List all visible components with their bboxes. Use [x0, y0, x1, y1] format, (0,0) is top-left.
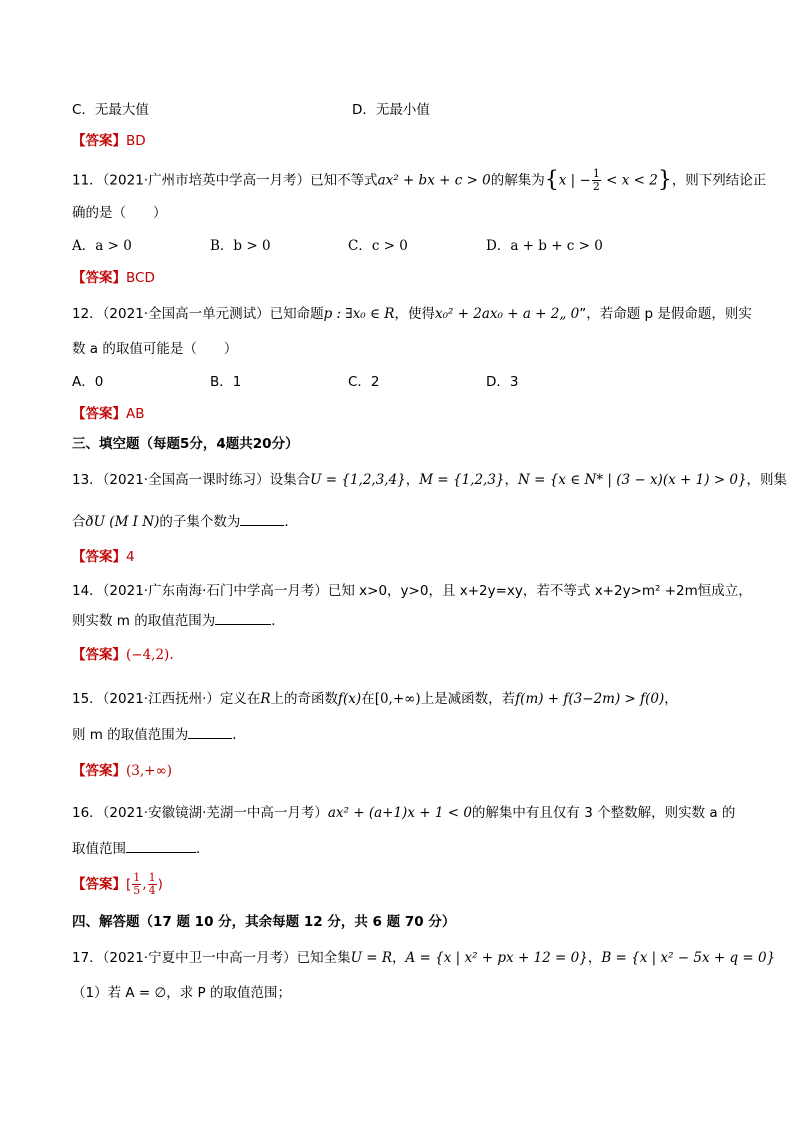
q15-condition: f(m) + f(3−2m) > f(0): [515, 691, 665, 707]
q10-answer: [72, 131, 146, 151]
section-4-heading: 四、解答题（17 题 10 分，其余每题 12 分，共 6 题 70 分）: [72, 914, 456, 930]
left-brace: {: [544, 167, 559, 193]
q13-suffix: ，则集: [746, 472, 788, 488]
q12-expression: x₀² + 2ax₀ + a + 2„ 0: [434, 306, 580, 322]
q13-line2: 合ðU (M I N)的子集个数为 ．: [72, 511, 298, 532]
q11-suffix: ，则下列结论正: [671, 172, 767, 189]
q16-answer-separator: ,: [142, 876, 147, 893]
q13-complement-expr: ðU (M I N): [85, 514, 160, 530]
q16-line2: 取值范围 ．: [72, 838, 210, 859]
q11-prefix: 11．（2021·广州市培英中学高一月考）已知不等式: [72, 172, 378, 189]
q13-answer: [72, 547, 135, 567]
q16-answer-blank[interactable]: [126, 838, 196, 853]
q14-line2-text: 则实数 m 的取值范围为: [72, 613, 216, 629]
q14-line2: 则实数 m 的取值范围为 ．: [72, 610, 285, 631]
q16-answer-open: [: [126, 876, 132, 893]
q16-expression: ax² + (a+1)x + 1 < 0: [327, 805, 472, 821]
q11-line2: 确的是（ ）: [72, 205, 167, 221]
q17-set-a: A = {x | x² + px + 12 = 0}: [405, 950, 588, 966]
q15-mid1: 上的奇函数: [270, 691, 339, 707]
q16-suffix: 的解集中有且仅有 3 个整数解，则实数 a 的: [471, 805, 736, 821]
q11-option-d[interactable]: D．a + b + c > 0: [486, 238, 603, 254]
q13-prefix: 13．（2021·全国高一课时练习）设集合: [72, 472, 311, 488]
q12-mid: ，使得: [394, 306, 435, 322]
answer-tag: 【答案】: [72, 876, 126, 893]
q11-options-row: [72, 236, 603, 256]
answer-tag: 【答案】: [72, 647, 126, 663]
q14-line1: 14．（2021·广东南海·石门中学高一月考）已知 x>0，y>0，且 x+2y=xy，若不等式 x+2y>m² +2m恒成立，: [72, 583, 752, 599]
q12-prefix: 12．（2021·全国高一单元测试）已知命题: [72, 306, 324, 322]
q15-mid3: 上是减函数，若: [420, 691, 516, 707]
answer-tag: 【答案】: [72, 549, 126, 565]
q11-stem: [72, 168, 766, 193]
q15-prefix: 15．（2021·江西抚州·）定义在: [72, 691, 261, 707]
q12-line2: 数 a 的取值可能是（ ）: [72, 341, 238, 357]
q12-answer: [72, 404, 145, 424]
q15-line2: 则 m 的取值范围为 ．: [72, 724, 246, 745]
q16-stem: [72, 803, 735, 823]
q15-r: R: [260, 691, 271, 707]
answer-value: (3,+∞): [126, 763, 172, 779]
answer-value: (−4,2).: [126, 647, 174, 663]
q12-stem: [72, 304, 752, 324]
q13-line2-a: 合: [72, 514, 86, 530]
q16-answer-fraction-2: $\frac{1}{4}$: [148, 871, 156, 897]
q15-answer: [72, 761, 172, 781]
q15-fx: f(x): [338, 691, 362, 707]
q13-line2-b: 的子集个数为: [159, 514, 241, 530]
q17-universal-set: U = R: [350, 950, 393, 966]
q11-option-b[interactable]: B．b > 0: [210, 238, 271, 254]
q15-line2-text: 则 m 的取值范围为: [72, 727, 189, 743]
answer-tag: 【答案】: [72, 406, 126, 422]
q17-set-b: B = {x | x² − 5x + q = 0}: [601, 950, 776, 966]
answer-value: AB: [126, 406, 145, 422]
q17-prefix: 17．（2021·宁夏中卫一中高一月考）已知全集: [72, 950, 351, 966]
q11-option-a[interactable]: A．a > 0: [72, 238, 132, 254]
q10-option-c[interactable]: C．无最大值: [72, 102, 149, 118]
q16-answer-close: ): [157, 876, 163, 893]
q13-stem: 13．（2021·全国高一课时练习）设集合U = {1,2,3,4}，M = {1,2,3}，N = {x ∈ N* | (3 − x)(x + 1) > 0}，则集: [72, 472, 788, 488]
q15-stem: [72, 689, 678, 709]
q16-prefix: 16．（2021·安徽镜湖·芜湖一中高一月考）: [72, 805, 328, 821]
q14-answer: [72, 645, 174, 665]
q12-proposition: p : ∃x₀ ∈ R: [323, 306, 395, 322]
q15-mid2: 在: [361, 691, 375, 707]
answer-tag: 【答案】: [72, 270, 126, 286]
q17-sub1: （1）若 A = ∅，求 P 的取值范围；: [72, 985, 291, 1001]
q16-answer: [72, 872, 163, 897]
answer-value: BD: [126, 133, 146, 149]
q10-options-row: [72, 100, 430, 120]
q12-option-b[interactable]: B．1: [210, 374, 242, 390]
answer-value: BCD: [126, 270, 155, 286]
q17-stem: 17．（2021·宁夏中卫一中高一月考）已知全集U = R，A = {x | x² + px + 12 = 0}，B = {x | x² − 5x + q = 0}: [72, 950, 776, 966]
q15-suffix: ，: [664, 691, 678, 707]
answer-value: 4: [126, 549, 135, 565]
q12-option-a[interactable]: A．0: [72, 374, 104, 390]
q16-line2-text: 取值范围: [72, 841, 126, 857]
right-brace: }: [657, 167, 672, 193]
q11-option-c[interactable]: C．c > 0: [348, 238, 408, 254]
q11-inequality: ax² + bx + c > 0: [377, 172, 491, 189]
q13-set-n: N = {x ∈ N* | (3 − x)(x + 1) > 0}: [518, 472, 747, 488]
q13-answer-blank[interactable]: [240, 511, 284, 526]
q14-answer-blank[interactable]: [215, 610, 271, 625]
q11-fraction: $\frac{1}{2}$: [592, 167, 600, 193]
q11-set-right: < x < 2: [601, 172, 658, 189]
q15-answer-blank[interactable]: [188, 724, 232, 739]
section-3-heading: 三、填空题（每题5分，4题共20分）: [72, 436, 299, 452]
q10-option-d[interactable]: D．无最小值: [352, 102, 430, 118]
answer-tag: 【答案】: [72, 133, 126, 149]
q11-set-left: x | −: [558, 172, 591, 189]
q13-set-m: M = {1,2,3}: [419, 472, 505, 488]
q11-mid: 的解集为: [490, 172, 545, 189]
q15-interval: [0,+∞): [374, 691, 421, 707]
q16-answer-fraction-1: $\frac{1}{5}$: [133, 871, 141, 897]
answer-tag: 【答案】: [72, 763, 126, 779]
q12-options-row: [72, 372, 518, 392]
q12-option-d[interactable]: D．3: [486, 374, 519, 390]
q13-set-u: U = {1,2,3,4}: [310, 472, 406, 488]
q12-suffix: ”，若命题 p 是假命题，则实: [579, 306, 752, 322]
q12-option-c[interactable]: C．2: [348, 374, 380, 390]
q11-answer: [72, 268, 155, 288]
